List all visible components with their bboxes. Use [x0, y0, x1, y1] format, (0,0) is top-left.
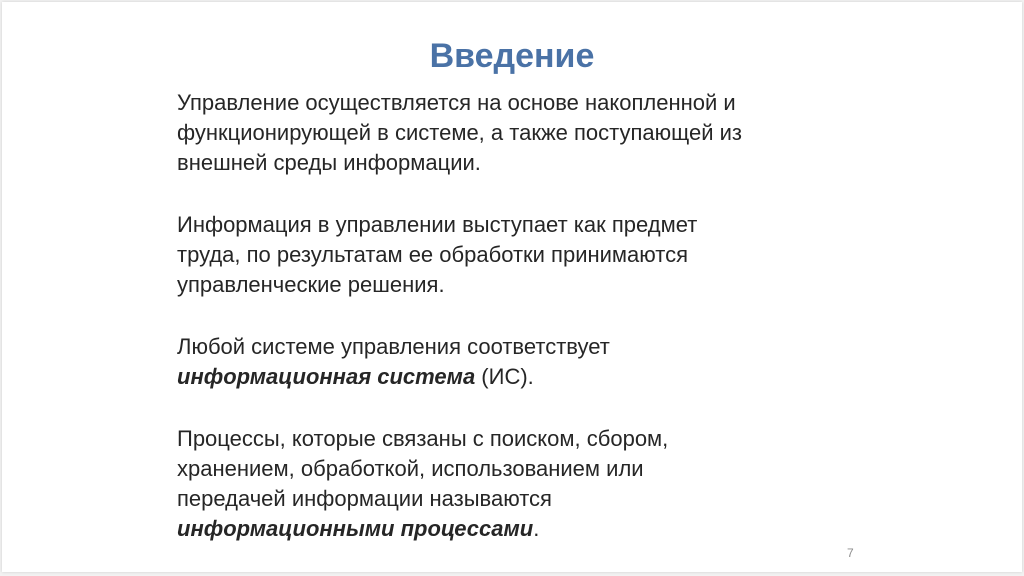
paragraph-1-line-3: внешней среды информации.	[177, 150, 481, 175]
page-number: 7	[847, 546, 854, 560]
paragraph-1-line-2: функционирующей в системе, а также поступающей из	[177, 120, 742, 145]
paragraph-3-tail: (ИС).	[475, 364, 534, 389]
paragraph-2	[177, 210, 897, 300]
paragraph-4-emphasis: информационными процессами	[177, 516, 534, 541]
paragraph-2-line-2: труда, по результатам ее обработки принимаются	[177, 242, 689, 267]
paragraph-3-emphasis: информационная система	[177, 364, 476, 389]
paragraph-4-tail: .	[533, 516, 540, 541]
paragraph-3	[177, 332, 897, 392]
paragraph-1-line-1: Управление осуществляется на основе накопленной и	[177, 90, 736, 115]
paragraph-4-line-1: Процессы, которые связаны с поиском, сбором,	[177, 426, 669, 451]
slide-title: Введение	[429, 37, 595, 75]
paragraph-4-line-2: хранением, обработкой, использованием или	[177, 456, 644, 481]
slide-body	[177, 88, 897, 576]
paragraph-2-line-3: управленческие решения.	[177, 272, 445, 297]
paragraph-4-line-3: передачей информации называются	[177, 486, 552, 511]
slide	[2, 2, 1022, 572]
paragraph-1	[177, 88, 897, 178]
paragraph-2-line-1: Информация в управлении выступает как предмет	[177, 212, 698, 237]
paragraph-3-line-1: Любой системе управления соответствует	[177, 334, 610, 359]
paragraph-4	[177, 424, 897, 544]
